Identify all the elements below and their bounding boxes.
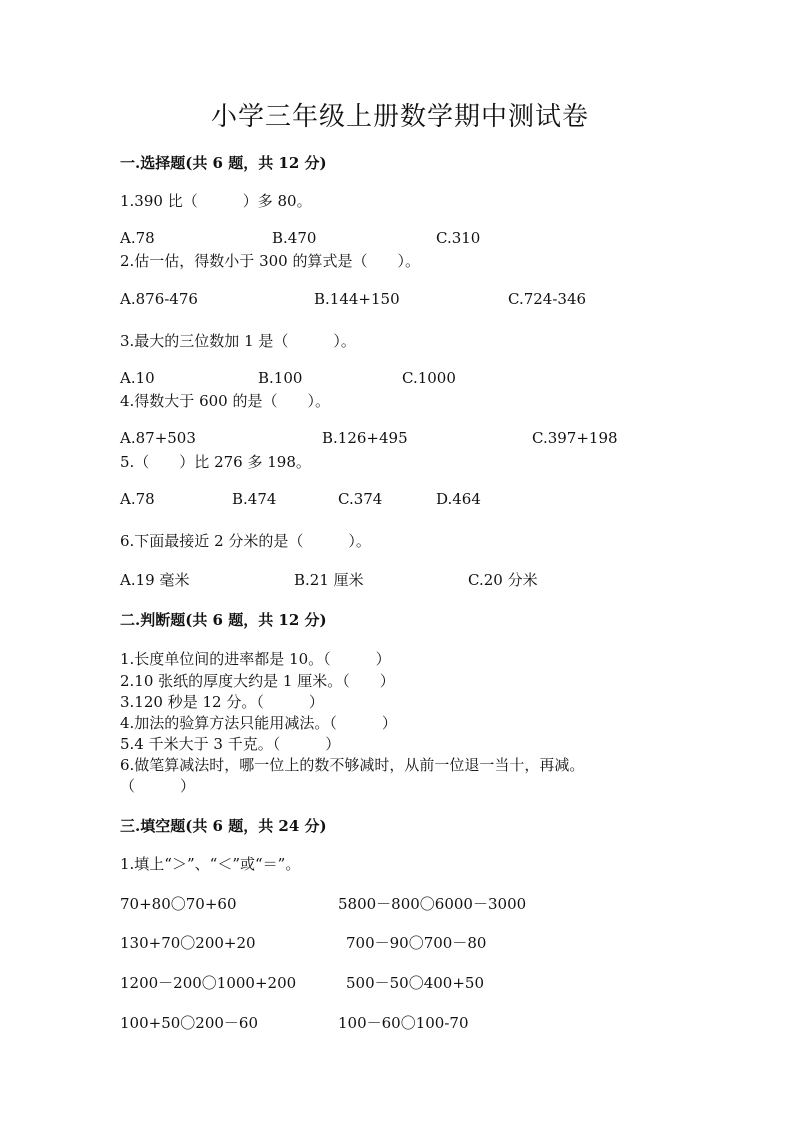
judge-item-4: 4.加法的验算方法只能用减法。（ ） (120, 714, 397, 732)
judge-item-2: 2.10 张纸的厚度大约是 1 厘米。（ ） (120, 672, 395, 690)
q3-option-b: B.100 (258, 369, 303, 387)
q3-option-a: A.10 (120, 369, 155, 387)
question-4: 4.得数大于 600 的是（ ）。 (120, 392, 330, 410)
q6-option-c: C.20 分米 (468, 571, 538, 589)
section-heading-fill: 三.填空题(共 6 题，共 24 分) (120, 817, 327, 835)
q3-option-c: C.1000 (402, 369, 456, 387)
q5-option-c: C.374 (338, 490, 383, 508)
compare-item: 1200－200〇1000+200 (120, 974, 297, 992)
section-heading-choice: 一.选择题(共 6 题，共 12 分) (120, 154, 327, 172)
compare-item: 100+50〇200－60 (120, 1014, 259, 1032)
judge-item-1: 1.长度单位间的进率都是 10。（ ） (120, 650, 391, 668)
judge-item-5: 5.4 千米大于 3 千克。（ ） (120, 735, 341, 753)
question-5: 5.（ ）比 276 多 198。 (120, 453, 311, 471)
compare-item: 70+80〇70+60 (120, 895, 237, 913)
q2-option-b: B.144+150 (314, 290, 400, 308)
question-6: 6.下面最接近 2 分米的是（ ）。 (120, 532, 371, 550)
compare-item: 130+70〇200+20 (120, 934, 256, 952)
q4-option-c: C.397+198 (532, 429, 618, 447)
section-heading-judge: 二.判断题(共 6 题，共 12 分) (120, 611, 327, 629)
q4-option-a: A.87+503 (120, 429, 196, 447)
q5-option-a: A.78 (120, 490, 155, 508)
compare-item: 500－50〇400+50 (346, 974, 485, 992)
page-title: 小学三年级上册数学期中测试卷 (210, 102, 589, 132)
q2-option-a: A.876-476 (120, 290, 198, 308)
question-2: 2.估一估，得数小于 300 的算式是（ ）。 (120, 252, 420, 270)
compare-item: 5800－800〇6000－3000 (338, 895, 527, 913)
judge-item-6-bracket: （ ） (120, 777, 196, 795)
q5-option-d: D.464 (436, 490, 481, 508)
judge-item-6: 6.做笔算减法时，哪一位上的数不够减时，从前一位退一当十，再减。 (120, 756, 585, 774)
question-1: 1.390 比（ ）多 80。 (120, 192, 312, 210)
q4-option-b: B.126+495 (322, 429, 408, 447)
fill-question-1: 1.填上“＞”、“＜”或“＝”。 (120, 855, 301, 873)
compare-item: 100－60〇100-70 (338, 1014, 469, 1032)
q1-option-c: C.310 (436, 229, 481, 247)
question-3: 3.最大的三位数加 1 是（ ）。 (120, 332, 356, 350)
q6-option-b: B.21 厘米 (294, 571, 364, 589)
compare-item: 700－90〇700－80 (346, 934, 487, 952)
q2-option-c: C.724-346 (508, 290, 587, 308)
judge-item-3: 3.120 秒是 12 分。（ ） (120, 693, 324, 711)
q6-option-a: A.19 毫米 (120, 571, 190, 589)
q1-option-b: B.470 (272, 229, 317, 247)
q1-option-a: A.78 (120, 229, 155, 247)
q5-option-b: B.474 (232, 490, 277, 508)
